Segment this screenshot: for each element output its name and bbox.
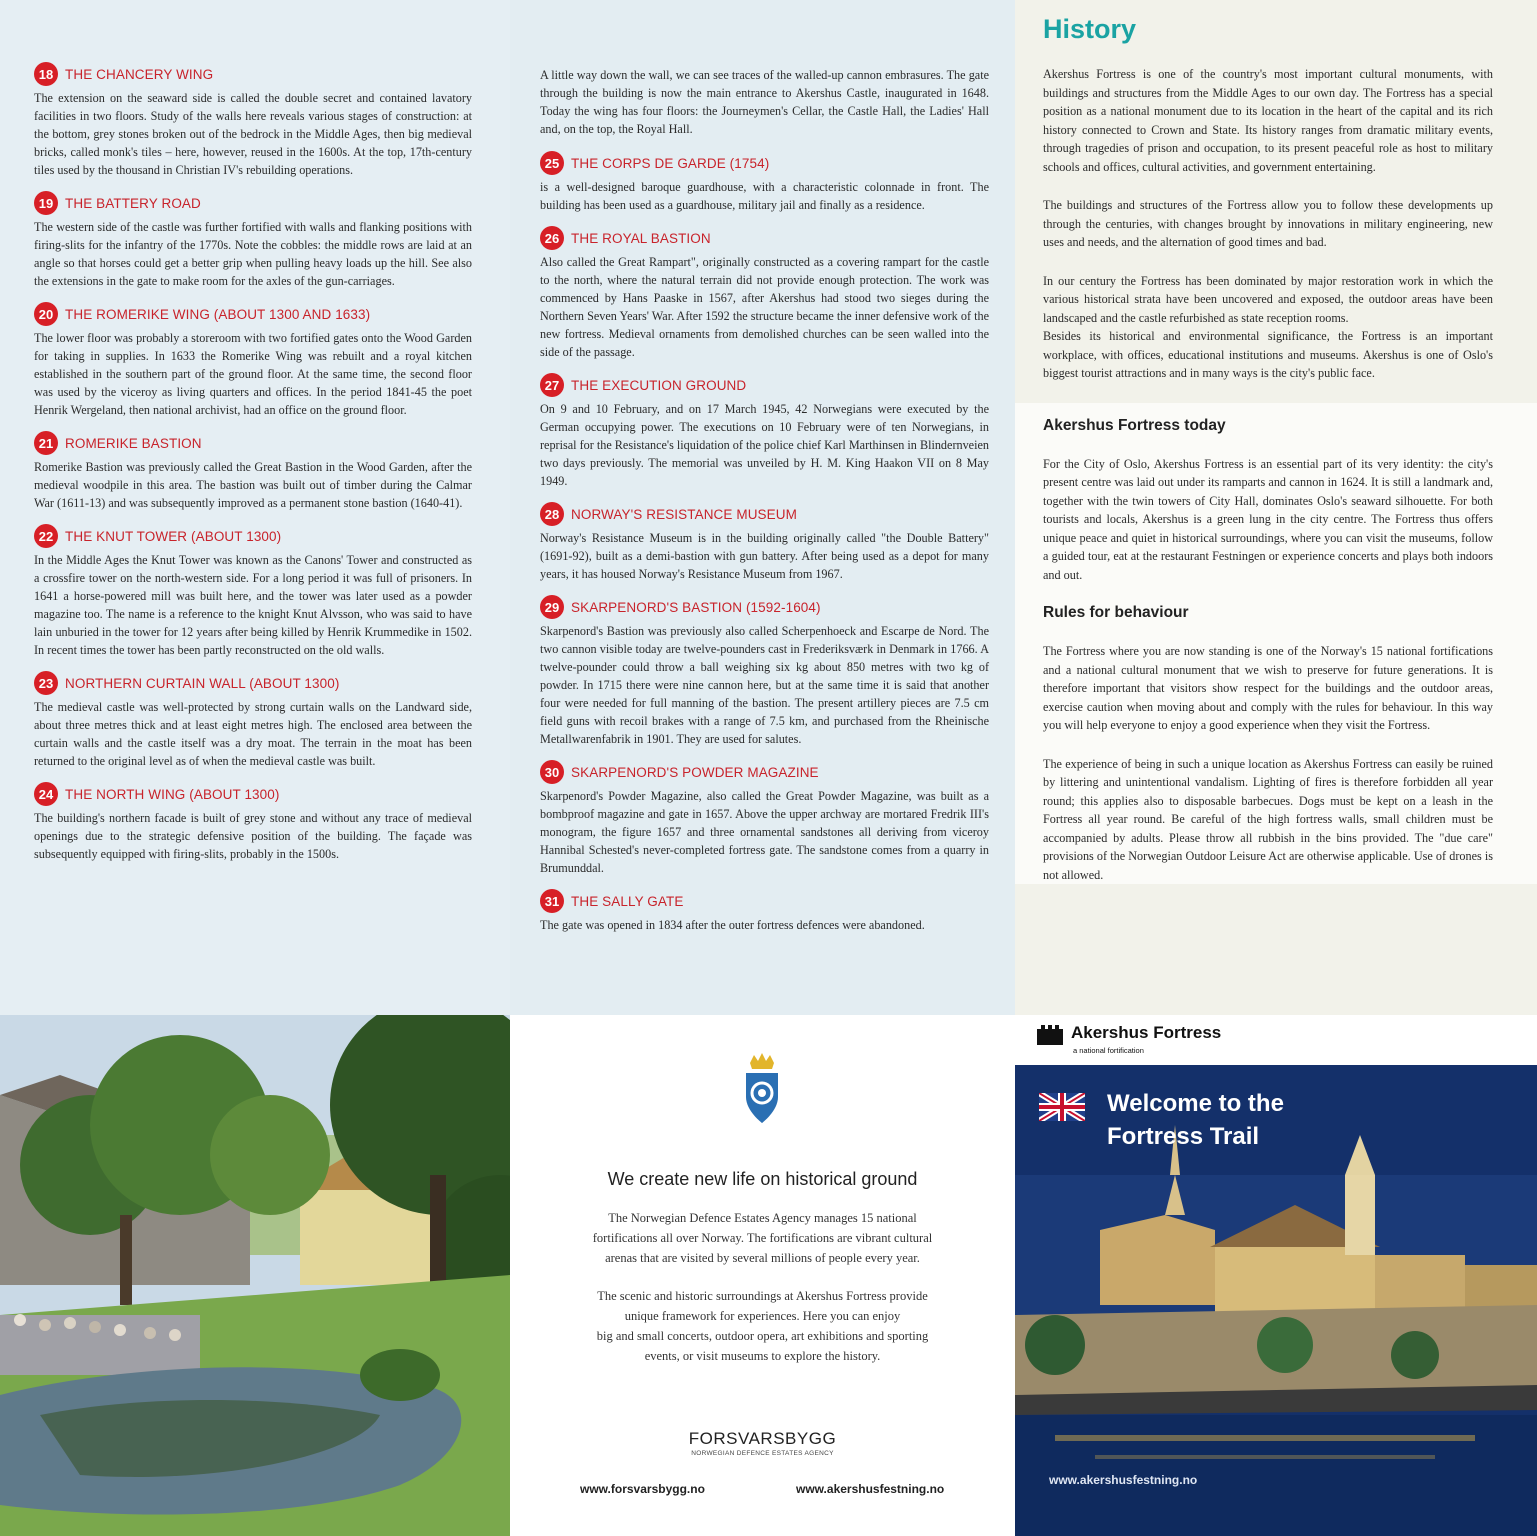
- section-title: THE NORTH WING (ABOUT 1300): [65, 786, 280, 802]
- trail-section: [34, 524, 472, 659]
- akershus-link[interactable]: www.akershusfestning.no: [796, 1482, 945, 1496]
- section-header: [34, 302, 472, 326]
- history-paragraph: In our century the Fortress has been dominated by major restoration work in which the various historical strata have been uncovered and exposed, the outdoor areas have been landscaped and the castle refurbished as state reception rooms.: [1043, 273, 1493, 325]
- section-body: The western side of the castle was further fortified with walls and flanking positions with firing-slits for the infantry of the 1770s. Note the cobbles: the middle rows are laid at an angle so that horses could get a better grip when pulling heavy loads up the hill. See also the extensions in the gate to make room for the axles of the gun-carriages.: [34, 220, 472, 288]
- section-header: [540, 595, 989, 619]
- forsvarsbygg-link[interactable]: www.forsvarsbygg.no: [580, 1482, 705, 1496]
- trail-section: [34, 62, 472, 179]
- section-body: The lower floor was probably a storeroom with two fortified gates onto the Wood Garden for taking in supplies. In 1633 the Romerike Wing was rebuilt and a royal kitchen established in the southern part of the ground floor. At the same time, the second floor was used by the viceroy as living quarters and offices. In the period 1841-45 the poet Henrik Wergeland, then national archivist, had an office on the ground floor.: [34, 331, 472, 417]
- cover-title: [1107, 1087, 1284, 1153]
- section-header: [540, 889, 989, 913]
- section-header: [34, 191, 472, 215]
- section-body: The building's northern facade is built of grey stone and without any trace of medieval openings due to the strategic defensive position of the building. The façade was subsequently equipped with firing-slits, probably in the 1500s.: [34, 811, 472, 861]
- section-title: THE CHANCERY WING: [65, 66, 214, 82]
- section-number-badge: 18: [34, 62, 58, 86]
- section-title: THE ROYAL BASTION: [571, 230, 711, 246]
- section-title: SKARPENORD'S BASTION (1592-1604): [571, 599, 821, 615]
- left-column: [0, 0, 510, 1015]
- trail-section: [540, 373, 989, 490]
- section-header: [34, 62, 472, 86]
- agency-experience-line: events, or visit museums to explore the history.: [644, 1349, 881, 1363]
- section-number-badge: 22: [34, 524, 58, 548]
- section-number-badge: 25: [540, 151, 564, 175]
- section-title: THE BATTERY ROAD: [65, 195, 201, 211]
- section-title: SKARPENORD'S POWDER MAGAZINE: [571, 764, 819, 780]
- right-lower-area: [1015, 403, 1537, 885]
- section-number-badge: 28: [540, 502, 564, 526]
- section-title: NORTHERN CURTAIN WALL (ABOUT 1300): [65, 675, 340, 691]
- section-number-badge: 30: [540, 760, 564, 784]
- section-title: THE EXECUTION GROUND: [571, 377, 747, 393]
- agency-panel: [510, 1015, 1015, 1536]
- agency-intro-text: [560, 1208, 965, 1268]
- history-paragraph: Akershus Fortress is one of the country's most important cultural monuments, with buildings and structures from the Middle Ages to our own day. The Fortress has a special position as a national monument due to its location in the heart of the capital and its rich history connected to Crown and State. Its history ranges from dramatic military events, through tragedies of prison and occupation, to its present peaceful role as host to military schools and offices, cultural activities, and government entertaining.: [1043, 67, 1493, 174]
- agency-intro-line: arenas that are visited by several millions of people every year.: [605, 1251, 920, 1265]
- cover-title-line: Fortress Trail: [1107, 1123, 1260, 1150]
- history-heading: History: [1043, 14, 1137, 44]
- section-body: Also called the Great Rampart", originally constructed as a covering rampart for the castle to the north, where the natural terrain did not provide enough protection. The work was commenced by Hans Paaske in 1567, after Akershus had stood two sieges during the Northern Seven Years' War. After 1592 the structure became the inner defensive work of the new fortress. Medieval ornaments from demolished churches can be seen walled into the side of the passage.: [540, 255, 989, 359]
- section-title: THE CORPS DE GARDE (1754): [571, 155, 770, 171]
- section-title: THE KNUT TOWER (ABOUT 1300): [65, 528, 282, 544]
- agency-intro-line: fortifications all over Norway. The fortifications are vibrant cultural: [592, 1231, 933, 1245]
- forsvarsbygg-logo: FORSVARSBYGG: [688, 1429, 837, 1448]
- section-number-badge: 27: [540, 373, 564, 397]
- trail-section: [540, 151, 989, 214]
- trail-section: [34, 671, 472, 770]
- section-number-badge: 26: [540, 226, 564, 250]
- section-header: [540, 151, 989, 175]
- fortress-logo-icon: [1037, 1023, 1063, 1045]
- section-title: ROMERIKE BASTION: [65, 435, 202, 451]
- section-body: is a well-designed baroque guardhouse, with a characteristic colonnade in front. The building has been used as a guardhouse, military jail and finally as a residence.: [540, 180, 989, 212]
- agency-experience-line: big and small concerts, outdoor opera, art exhibitions and sporting: [596, 1329, 929, 1343]
- cover-title-line: Welcome to the: [1107, 1090, 1284, 1117]
- rules-heading: Rules for behaviour: [1043, 604, 1189, 621]
- section-header: [540, 373, 989, 397]
- section-title: THE ROMERIKE WING (ABOUT 1300 AND 1633): [65, 306, 371, 322]
- forsvarsbygg-subtitle: NORWEGIAN DEFENCE ESTATES AGENCY: [691, 1450, 834, 1457]
- trail-section: [540, 595, 989, 748]
- cover-brand-name: Akershus Fortress: [1071, 1023, 1222, 1042]
- section-number-badge: 24: [34, 782, 58, 806]
- history-paragraph: Besides its historical and environmental significance, the Fortress is an important workplace, with offices, educational institutions and museums. Akershus is one of Oslo's biggest tourist attractions and in many ways is the city's public face.: [1043, 329, 1493, 380]
- today-paragraph: For the City of Oslo, Akershus Fortress is an essential part of its very identity: the city's present centre was laid out under its ramparts and cannon in 1624. It is still a landmark and, together with the twin towers of City Hall, dominates Oslo's seaward silhouette. For both tourists and locals, Akershus is a green lung in the city centre. The Fortress thus offers unique peace and quiet in historical surroundings, where you can visit the museums, follow a guided tour, eat at the restaurant Festningen or experience concerts and plays both indoors and out.: [1043, 456, 1493, 582]
- rules-paragraph: The experience of being in such a unique location as Akershus Fortress can easily be ruined by littering and unintentional vandalism. Lighting of fires is therefore forbidden all year round; this applies also to disposable barbecues. Dogs must be kept on a leash in the Fortress all year round. Be careful of the high fortress walls, small children must be accompanied by adults. Please throw all rubbish in the bins provided. The "due care" provisions of the Norwegian Outdoor Leisure Act are otherwise applicable. Use of drones is not allowed.: [1043, 756, 1493, 882]
- cover-brand-subtitle: a national fortification: [1073, 1046, 1144, 1055]
- courtyard-photo: [0, 1015, 510, 1536]
- crest-icon: [742, 1053, 782, 1125]
- trail-section: [34, 782, 472, 863]
- section-header: [540, 760, 989, 784]
- section-header: [34, 524, 472, 548]
- trail-section: [540, 226, 989, 361]
- section-title: THE SALLY GATE: [571, 893, 684, 909]
- section-number-badge: 23: [34, 671, 58, 695]
- section-header: [34, 782, 472, 806]
- section-body: On 9 and 10 February, and on 17 March 1945, 42 Norwegians were executed by the German occupying power. The executions on 10 February were of ten Norwegians, in reprisal for the Resistance's liquidation of the police chief Karl Marthinsen in Blindernveien two days previously. The memorial was unveiled by H. M. King Haakon VII on 8 May 1949.: [540, 402, 989, 488]
- cover-panel: [1015, 1015, 1537, 1536]
- section-header: [540, 226, 989, 250]
- middle-sections: [540, 151, 989, 934]
- trail-section: [34, 431, 472, 512]
- wing-intro-text: A little way down the wall, we can see traces of the walled-up cannon embrasures. The gate through the building is now the main entrance to Akershus Castle, inaugurated in 1648. Today the wing has four floors: the Journeymen's Cellar, the Castle Hall, the Ladies' Hall and, on the top, the Royal Hall.: [540, 68, 989, 136]
- history-paragraph: The buildings and structures of the Fortress allow you to follow these developments up through the centuries, with changes brought by innovations in military engineering, new uses and needs, and the alternation of good times and bad.: [1043, 198, 1493, 249]
- section-number-badge: 20: [34, 302, 58, 326]
- agency-experience-line: unique framework for experiences. Here you can enjoy: [624, 1309, 901, 1323]
- uk-flag-icon: [1039, 1093, 1085, 1121]
- section-number-badge: 21: [34, 431, 58, 455]
- courtyard-photo-illustration: [0, 1015, 510, 1536]
- section-number-badge: 29: [540, 595, 564, 619]
- section-number-badge: 31: [540, 889, 564, 913]
- trail-section: [34, 191, 472, 290]
- right-column: [1015, 0, 1537, 1015]
- trail-section: [34, 302, 472, 419]
- cover-website-link[interactable]: www.akershusfestning.no: [1049, 1473, 1198, 1487]
- trail-section: [540, 889, 989, 934]
- rules-paragraph: The Fortress where you are now standing is one of the Norway's 15 national fortifications and a national cultural monument that we wish to preserve for future generations. It is therefore important that visitors show respect for the buildings and the outdoor areas, exercise caution when moving about and comply with the rules for behaviour. In this way you will help everyone to enjoy a good experience when they visit the Fortress.: [1043, 644, 1493, 732]
- section-body: In the Middle Ages the Knut Tower was known as the Canons' Tower and constructed as a crossfire tower on the north-western side. For a long period it was full of prisoners. In 1641 a horse-powered mill was built here, and the tower was later used as a powder magazine too. The name is a reference to the knight Knut Alvsson, who was said to have lain unburied in the tower for 12 years after being killed by Henrik Krummedike in 1502. In recent times the tower has been partly reconstructed on the old walls.: [34, 553, 472, 657]
- section-header: [540, 502, 989, 526]
- trail-section: [540, 502, 989, 583]
- agency-experience-text: [560, 1286, 965, 1366]
- section-header: [34, 671, 472, 695]
- section-header: [34, 431, 472, 455]
- middle-column: [510, 0, 1015, 1015]
- section-body: Norway's Resistance Museum is in the building originally called "the Double Battery" (1691-92), built as a demi-bastion with gun battery. After being used as a depot for many years, it has housed Norway's Resistance Museum from 1967.: [540, 531, 989, 581]
- today-heading: Akershus Fortress today: [1043, 416, 1226, 434]
- section-body: Skarpenord's Powder Magazine, also called the Great Powder Magazine, was built as a bombproof magazine and gate in 1657. Above the upper archway are mortared Fredrik III's monogram, the figure 1657 and three ornamental sandstones all deriving from viceroy Hannibal Schested's never-completed fortress gate. The sandstone comes from a quarry in Brumunddal.: [540, 789, 989, 875]
- agency-heading: We create new life on historical ground: [607, 1169, 918, 1189]
- section-body: Skarpenord's Bastion was previously also called Scherpenhoeck and Escarpe de Nord. The two cannon visible today are twelve-pounders cast in Frederiksværk in Denmark in 1766. A twelve-pounder could throw a ball weighing six kg about 850 metres with two kg of powder. In 1715 there were nine cannon here, but at the same time it is said that another four were needed for full manning of the bastion. The present artillery pieces are 7.5 cm field guns with recoil brakes with a range of 7.5 km, and purchased from the Rheinische Metallwarenfabrik in 1901. They are used for salutes.: [540, 624, 989, 746]
- section-body: The extension on the seaward side is called the double secret and contained lavatory facilities in two floors. Study of the walls here reveals various stages of construction: at the bottom, grey stones broken out of the bedrock in the Middle Ages, then big medieval bricks, called monk's tiles – here, however, reused in the 1600s. At the top, 17th-century tiles used by the thousand in Christian IV's rebuilding operations.: [34, 91, 472, 177]
- section-body: The gate was opened in 1834 after the outer fortress defences were abandoned.: [540, 918, 925, 932]
- trail-section: [540, 760, 989, 877]
- section-number-badge: 19: [34, 191, 58, 215]
- section-body: Romerike Bastion was previously called the Great Bastion in the Wood Garden, after the medieval woodpile in this area. The bastion was built out of timber during the Calmar War (1611-13) and was subsequently improved as a permanent stone bastion (1640-41).: [34, 460, 472, 510]
- section-title: NORWAY'S RESISTANCE MUSEUM: [571, 506, 797, 522]
- agency-intro-line: The Norwegian Defence Estates Agency manages 15 national: [608, 1211, 917, 1225]
- section-body: The medieval castle was well-protected by strong curtain walls on the Landward side, about three metres thick and at least eight metres high. The enclosed area between the curtain walls and the castle itself was a dry moat. The terrain in the moat has been returned to the original level as of when the medieval castle was built.: [34, 700, 472, 768]
- agency-experience-line: The scenic and historic surroundings at Akershus Fortress provide: [597, 1289, 928, 1303]
